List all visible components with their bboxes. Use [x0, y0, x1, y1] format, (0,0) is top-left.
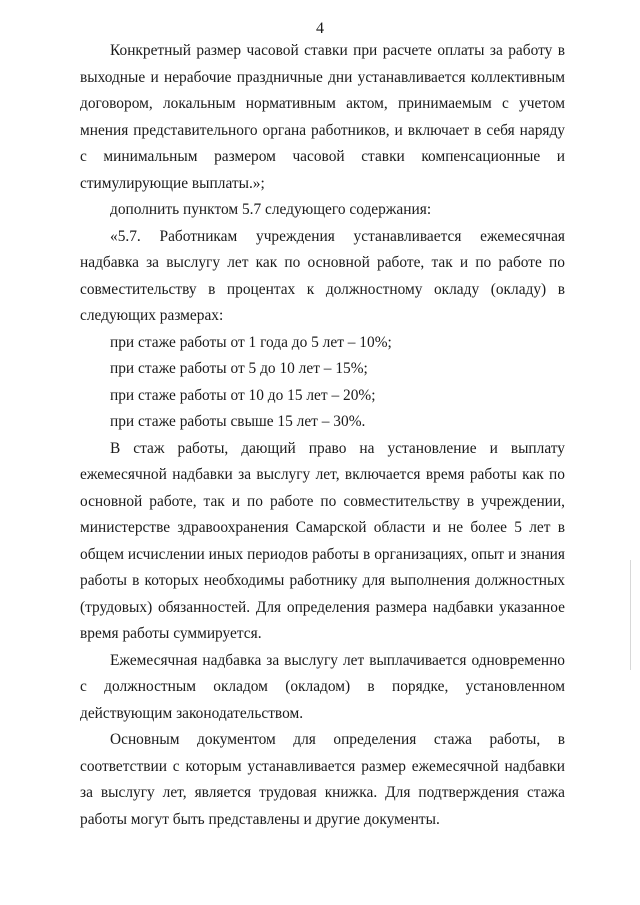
document-body: [80, 38, 565, 833]
paragraph-tenure-calculation: В стаж работы, дающий право на установление и выплату ежемесячной надбавки за выслугу лет, включается время работы как по основной работе, так и по работе по совместительству в учреждении, министерстве здравоохранения Самарской области и не более 5 лет в общем исчислении иных периодов работы в организациях, опыт и знания работы в которых необходимы работнику для выполнения должностных (трудовых) обязанностей. Для определения размера надбавки указанное время работы суммируется.: [80, 439, 565, 642]
scan-edge-mark: [630, 560, 631, 670]
page-number: 4: [316, 20, 324, 37]
list-item-tenure-15: при стаже работы от 5 до 10 лет – 15%;: [110, 360, 368, 377]
list-item-tenure-30: при стаже работы свыше 15 лет – 30%.: [110, 413, 366, 430]
paragraph-main-document: Основным документом для определения стажа работы, в соответствии с которым устанавливается размер ежемесячной надбавки за выслугу лет, является трудовая книжка. Для подтверждения стажа работы могут быть представлены и другие документы.: [80, 731, 565, 828]
paragraph-hourly-rate: Конкретный размер часовой ставки при расчете оплаты за работу в выходные и нерабочие праздничные дни устанавливается коллективным договором, локальным нормативным актом, принимаемым с учетом мнения представительного органа работников, и включает в себя наряду с минимальным размером часовой ставки компенсационные и стимулирующие выплаты.»;: [80, 42, 565, 192]
paragraph-clause-5-7: «5.7. Работникам учреждения устанавливается ежемесячная надбавка за выслугу лет как по основной работе, так и по работе по совместительству в процентах к должностному окладу (окладу) в следующих размерах:: [80, 227, 565, 324]
paragraph-payment-timing: Ежемесячная надбавка за выслугу лет выплачивается одновременно с должностным окладом (окладом) в порядке, установленном действующим законодательством.: [80, 651, 565, 722]
list-item-tenure-10: при стаже работы от 1 года до 5 лет – 10%;: [110, 333, 392, 351]
list-item-tenure-20: при стаже работы от 10 до 15 лет – 20%;: [110, 386, 376, 404]
paragraph-add-clause: дополнить пунктом 5.7 следующего содержания:: [110, 201, 432, 218]
